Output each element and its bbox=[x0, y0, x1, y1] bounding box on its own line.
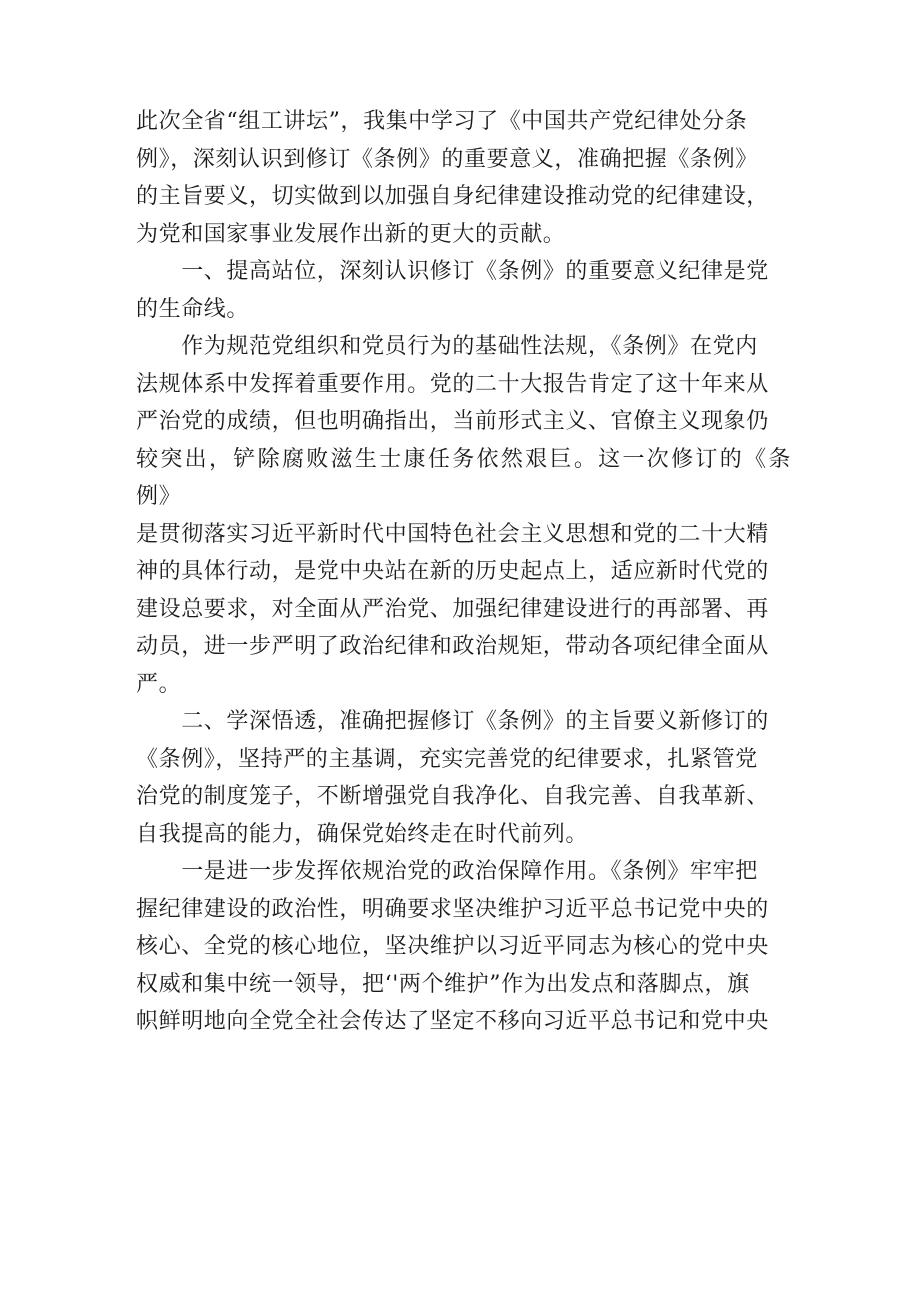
paragraph-section-one-heading: 一、提高站位，深刻认识修订《条例》的重要意义纪律是党 的生命线。 bbox=[136, 259, 769, 322]
paragraph-section-one-body: 作为规范党组织和党员行为的基础性法规，《条例》在党内 法规体系中发挥着重要作用。党的二十大报告肯定了这十年来从 严治党的成绩，但也明确指出，当前形式主义、官僚主义现象仍 较突出，铲除腐败滋生士康任务依然艰巨。这一次修订的《条例》 是贯彻落实习近平新时代中国特色社会主义思想和党的二十大精 神的具体行动，是党中央站在新的历史起点上，适应新时代党的 建设总要求，对全面从严治党、加强纪律建设进行的再部署、再 动员，进一步严明了政治纪律和政治规矩，带动各项纪律全面从 严。 bbox=[136, 334, 791, 697]
paragraph-point-one: 一是进一步发挥依规治党的政治保障作用。《条例》牢牢把 握纪律建设的政治性，明确要求坚决维护习近平总书记党中央的 核心、全党的核心地位，坚决维护以习近平同志为核心的党中央 权威和集中统一领导，把‘'两个维护”作为出发点和落脚点，旗 帜鲜明地向全党全社会传达了坚定不移向习近平总书记和党中央 bbox=[136, 859, 769, 1034]
document-body bbox=[136, 103, 791, 1041]
paragraph-intro: 此次全省“组工讲坛”，我集中学习了《中国共产党纪律处分条 例》，深刻认识到修订《条例》的重要意义，准确把握《条例》 的主旨要义，切实做到以加强自身纪律建设推动党的纪律建设， 为党和国家事业发展作出新的更大的贡献。 bbox=[136, 109, 769, 247]
paragraph-section-two-heading: 二、学深悟透，准确把握修订《条例》的主旨要义新修订的 《条例》，坚持严的主基调，充实完善党的纪律要求，扎紧管党 治党的制度笼子，不断增强党自我净化、自我完善、自我革新、 自我提高的能力，确保党始终走在时代前列。 bbox=[136, 709, 769, 847]
